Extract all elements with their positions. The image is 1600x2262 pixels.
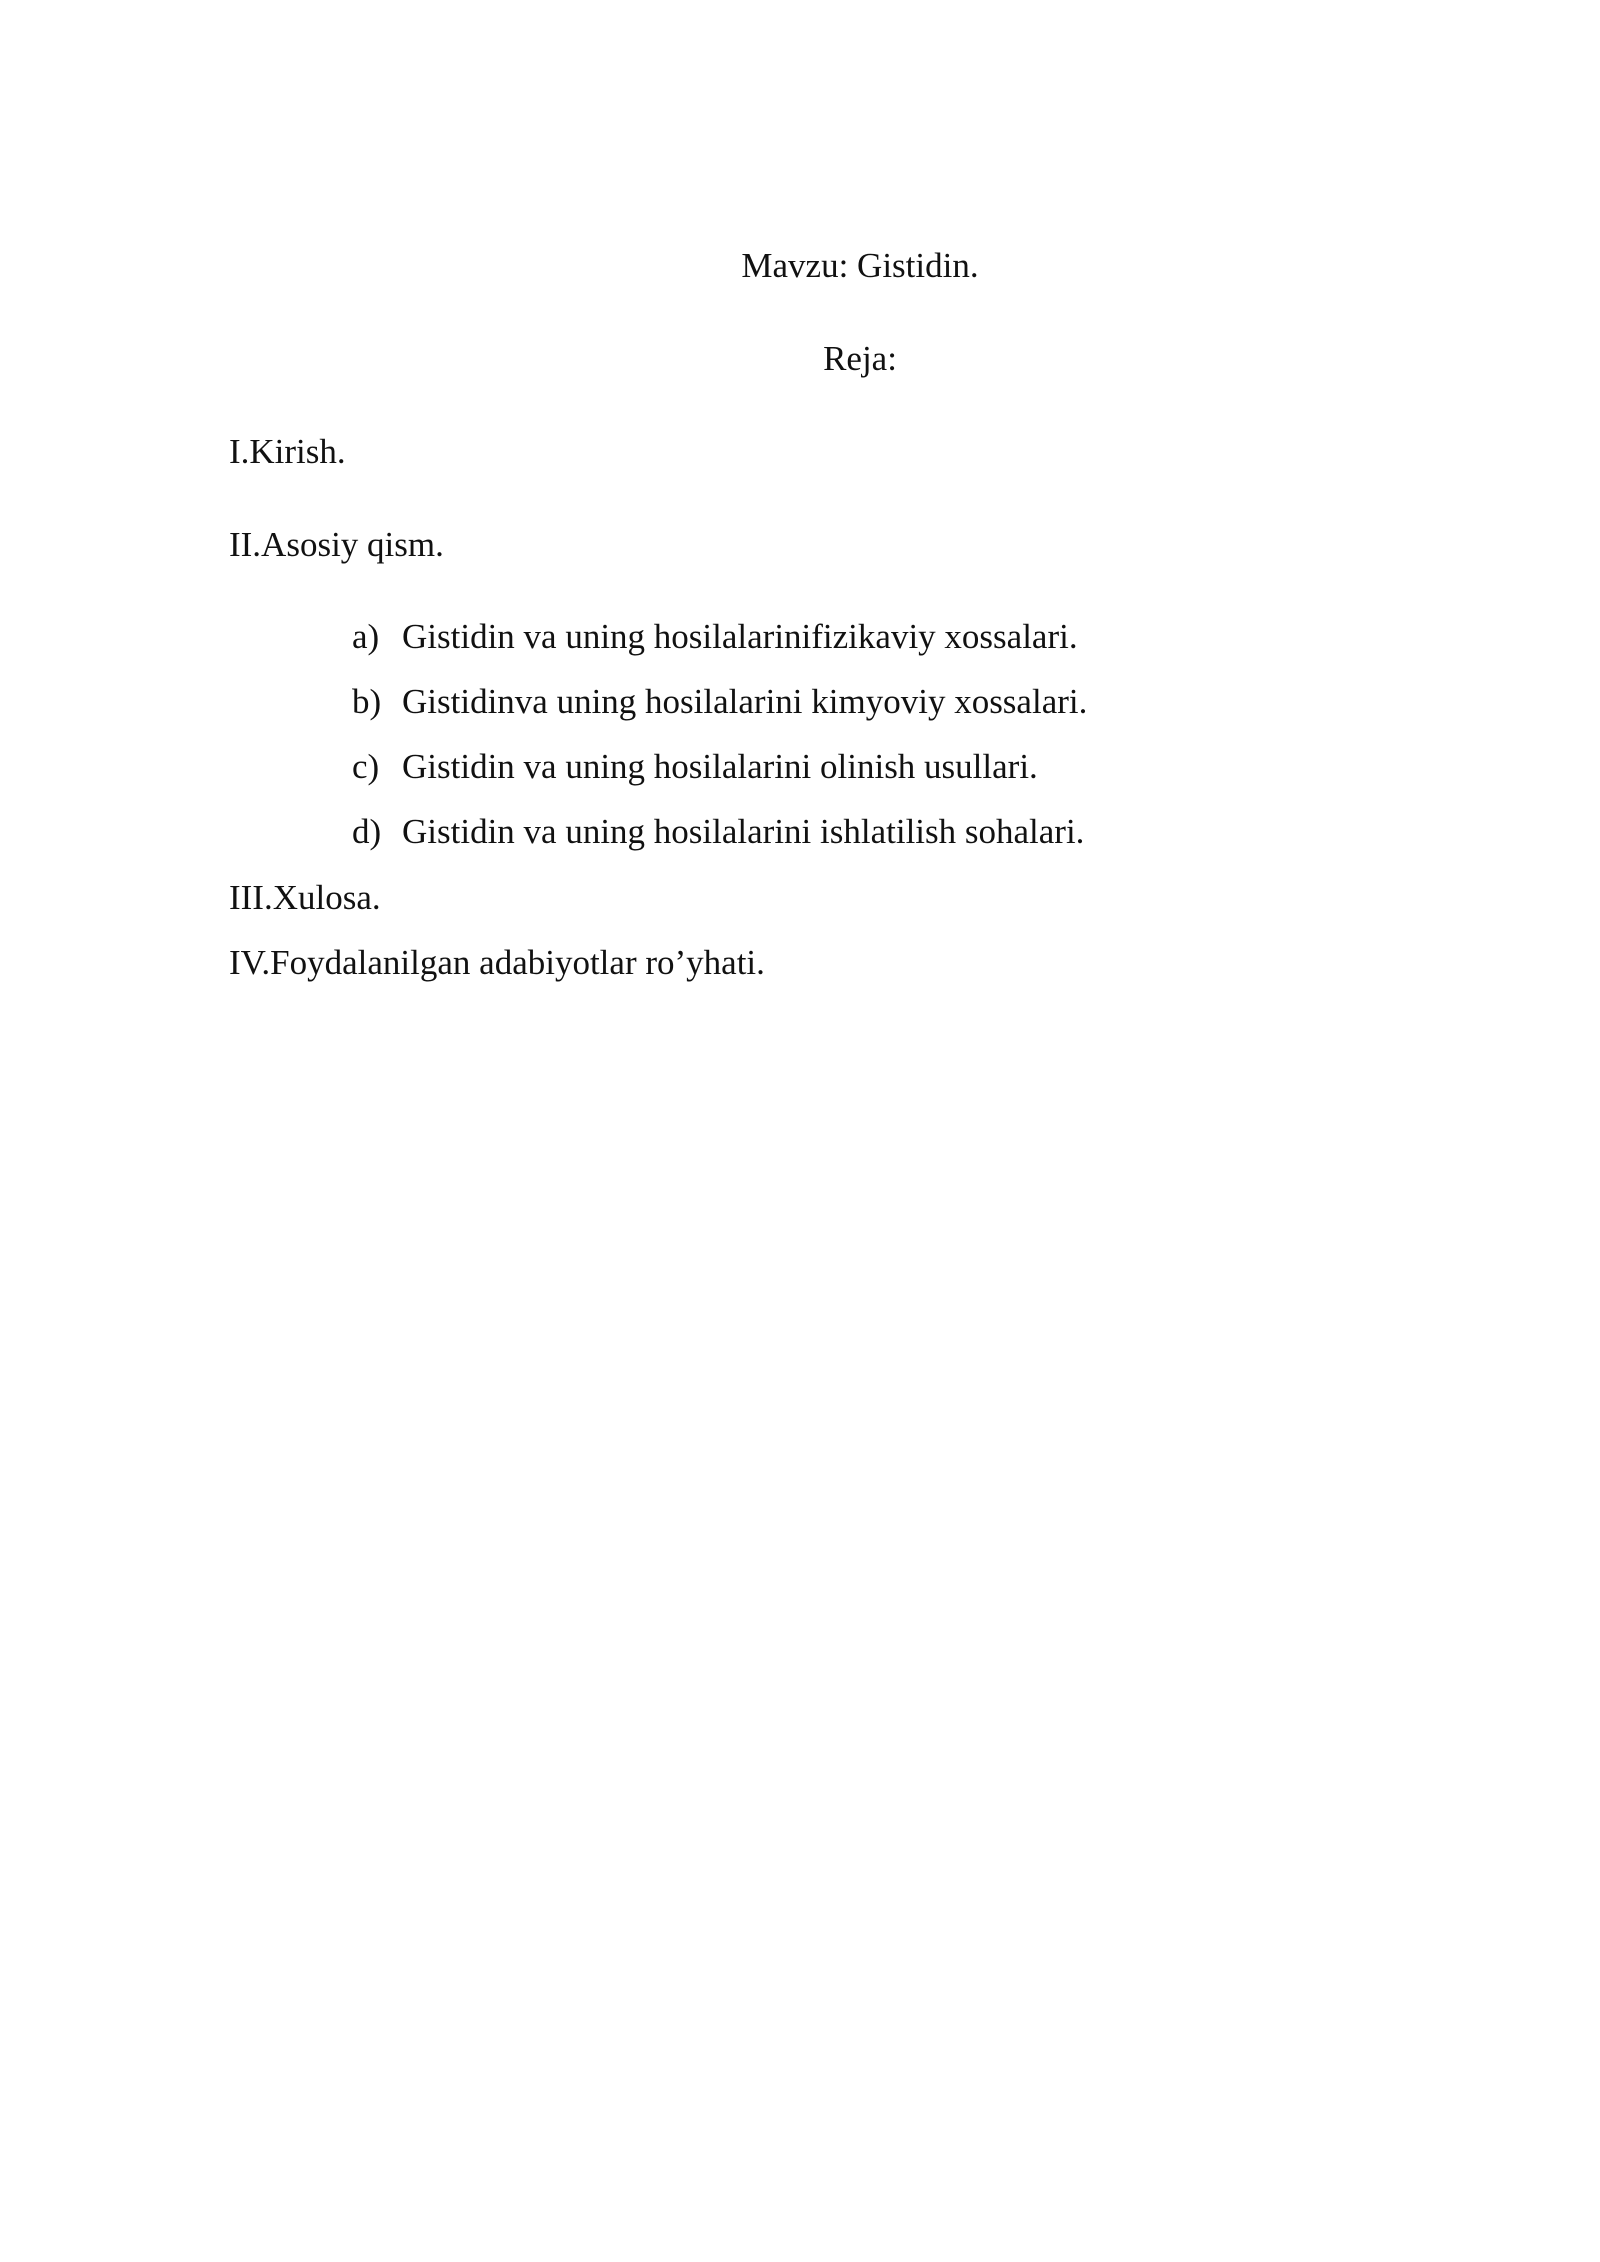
document-title: Mavzu: Gistidin. (741, 246, 979, 285)
list-marker: a) (352, 617, 380, 656)
subitem-application-areas (352, 810, 1084, 854)
list-item-text: Gistidin va uning hosilalarini olinish usullari. (402, 747, 1038, 786)
section-references: IV.Foydalanilgan adabiyotlar ro’yhati. (229, 943, 765, 982)
list-marker: b) (352, 682, 382, 721)
plan-heading: Reja: (823, 339, 897, 378)
subitem-physical-properties (352, 615, 1078, 659)
subitem-chemical-properties (352, 680, 1087, 724)
list-item-text: Gistidin va uning hosilalarini ishlatilish sohalari. (402, 812, 1085, 851)
subitem-production-methods (352, 745, 1038, 789)
list-marker: c) (352, 747, 380, 786)
list-marker: d) (352, 812, 382, 851)
section-introduction: I.Kirish. (229, 432, 346, 471)
list-item-text: Gistidinva uning hosilalarini kimyoviy xossalari. (402, 682, 1088, 721)
section-conclusion: III.Xulosa. (229, 878, 381, 917)
list-item-text: Gistidin va uning hosilalarinifizikaviy xossalari. (402, 617, 1078, 656)
section-main-part: II.Asosiy qism. (229, 525, 444, 564)
